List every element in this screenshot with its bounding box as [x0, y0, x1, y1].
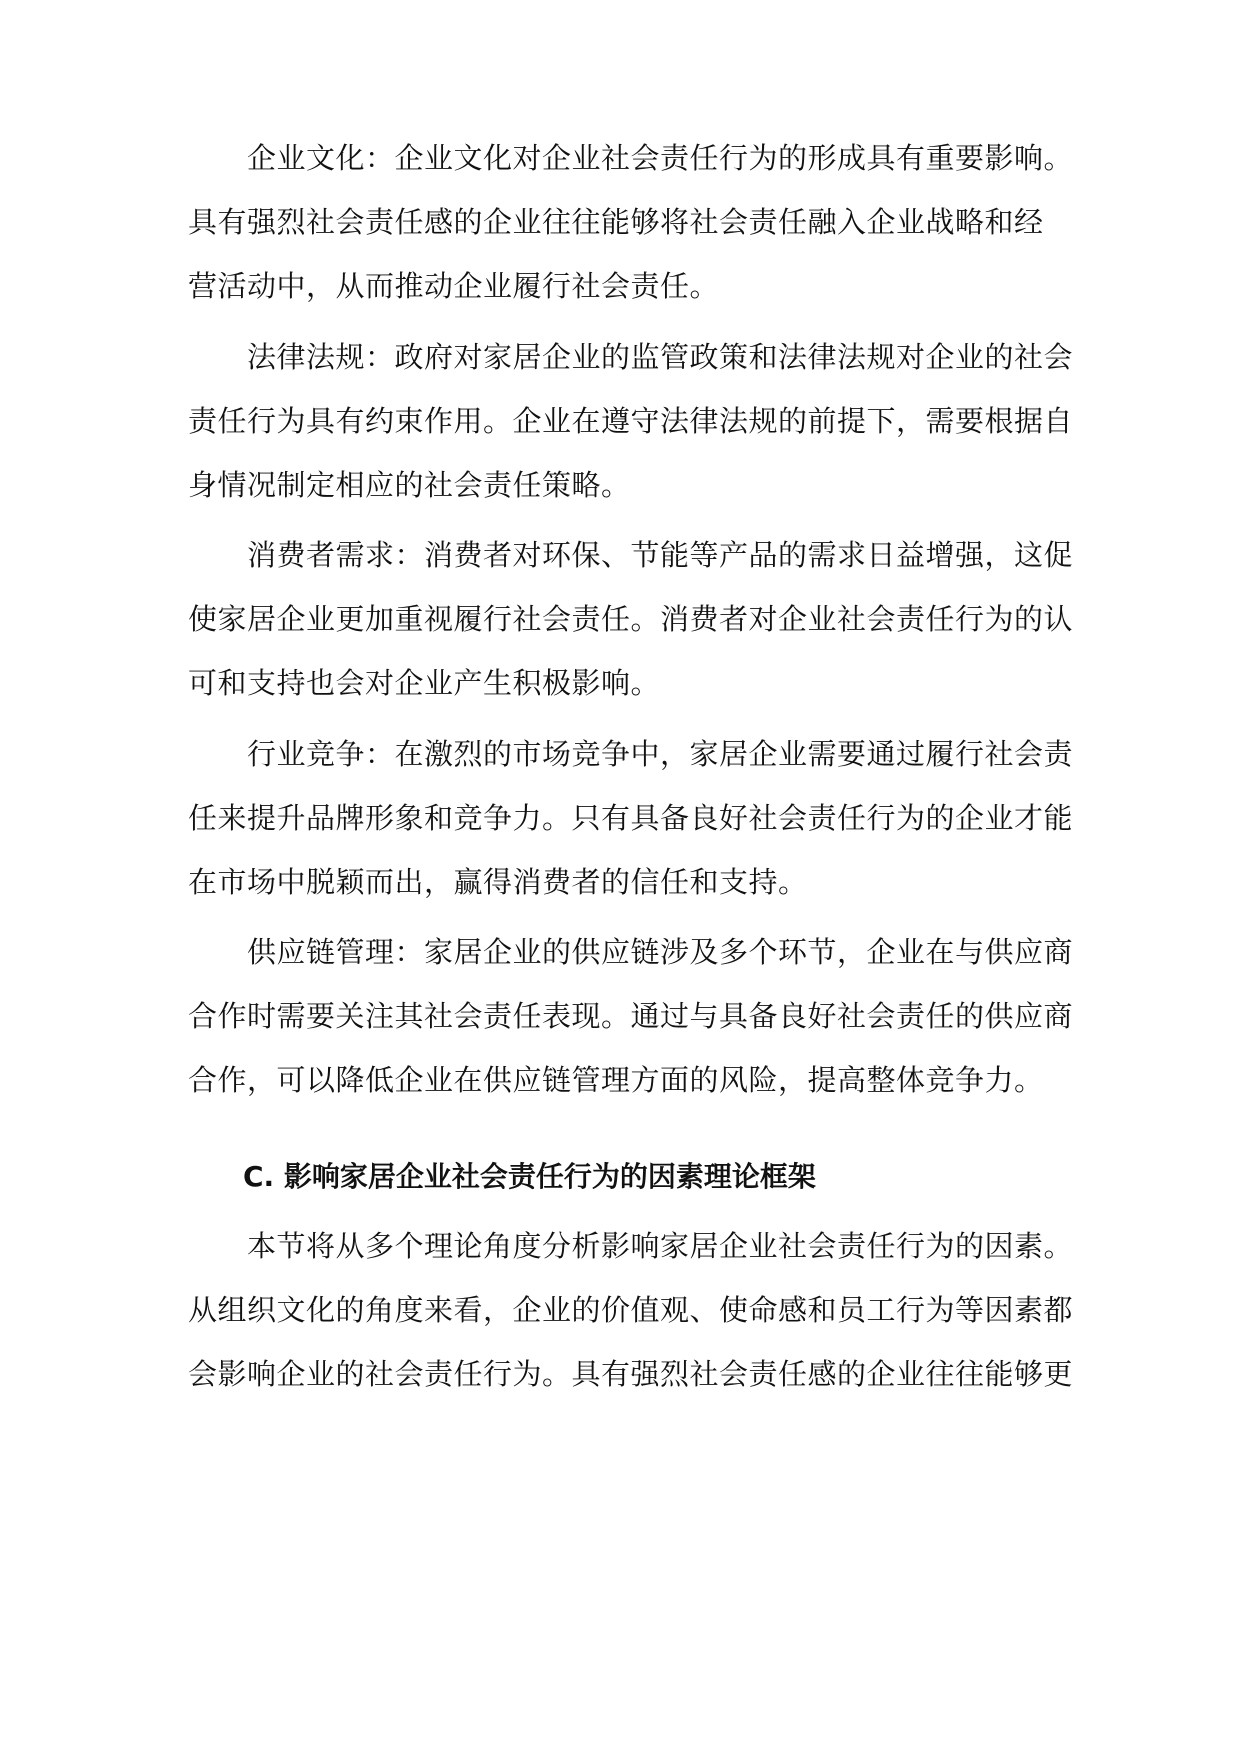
paragraph-laws-line-2: 责任行为具有约束作用。企业在遵守法律法规的前提下，需要根据自 [188, 404, 1074, 438]
paragraph-industry-competition-line-3: 在市场中脱颖而出，赢得消费者的信任和支持。 [188, 865, 808, 899]
paragraph-framework-line-2: 从组织文化的角度来看，企业的价值观、使命感和员工行为等因素都 [188, 1293, 1074, 1327]
paragraph-supply-chain-line-1: 供应链管理：家居企业的供应链涉及多个环节，企业在与供应商 [247, 935, 1074, 969]
paragraph-laws-line-3: 身情况制定相应的社会责任策略。 [188, 468, 631, 502]
paragraph-corporate-culture-line-3: 营活动中，从而推动企业履行社会责任。 [188, 269, 720, 303]
paragraph-consumer-demand-line-1: 消费者需求：消费者对环保、节能等产品的需求日益增强，这促 [247, 538, 1074, 572]
paragraph-supply-chain-line-3: 合作，可以降低企业在供应链管理方面的风险，提高整体竞争力。 [188, 1063, 1044, 1097]
paragraph-corporate-culture-line-2: 具有强烈社会责任感的企业往往能够将社会责任融入企业战略和经 [188, 205, 1044, 239]
paragraph-laws-line-1: 法律法规：政府对家居企业的监管政策和法律法规对企业的社会 [247, 340, 1074, 374]
paragraph-corporate-culture-line-1: 企业文化：企业文化对企业社会责任行为的形成具有重要影响。 [247, 141, 1074, 175]
paragraph-framework-line-3: 会影响企业的社会责任行为。具有强烈社会责任感的企业往往能够更 [188, 1357, 1074, 1391]
paragraph-industry-competition-line-2: 任来提升品牌形象和竞争力。只有具备良好社会责任行为的企业才能 [188, 801, 1074, 835]
paragraph-industry-competition-line-1: 行业竞争：在激烈的市场竞争中，家居企业需要通过履行社会责 [247, 737, 1074, 771]
section-heading: C. 影响家居企业社会责任行为的因素理论框架 [243, 1160, 816, 1193]
paragraph-consumer-demand-line-2: 使家居企业更加重视履行社会责任。消费者对企业社会责任行为的认 [188, 602, 1074, 636]
paragraph-consumer-demand-line-3: 可和支持也会对企业产生积极影响。 [188, 666, 661, 700]
paragraph-framework-line-1: 本节将从多个理论角度分析影响家居企业社会责任行为的因素。 [247, 1229, 1074, 1263]
paragraph-supply-chain-line-2: 合作时需要关注其社会责任表现。通过与具备良好社会责任的供应商 [188, 999, 1074, 1033]
